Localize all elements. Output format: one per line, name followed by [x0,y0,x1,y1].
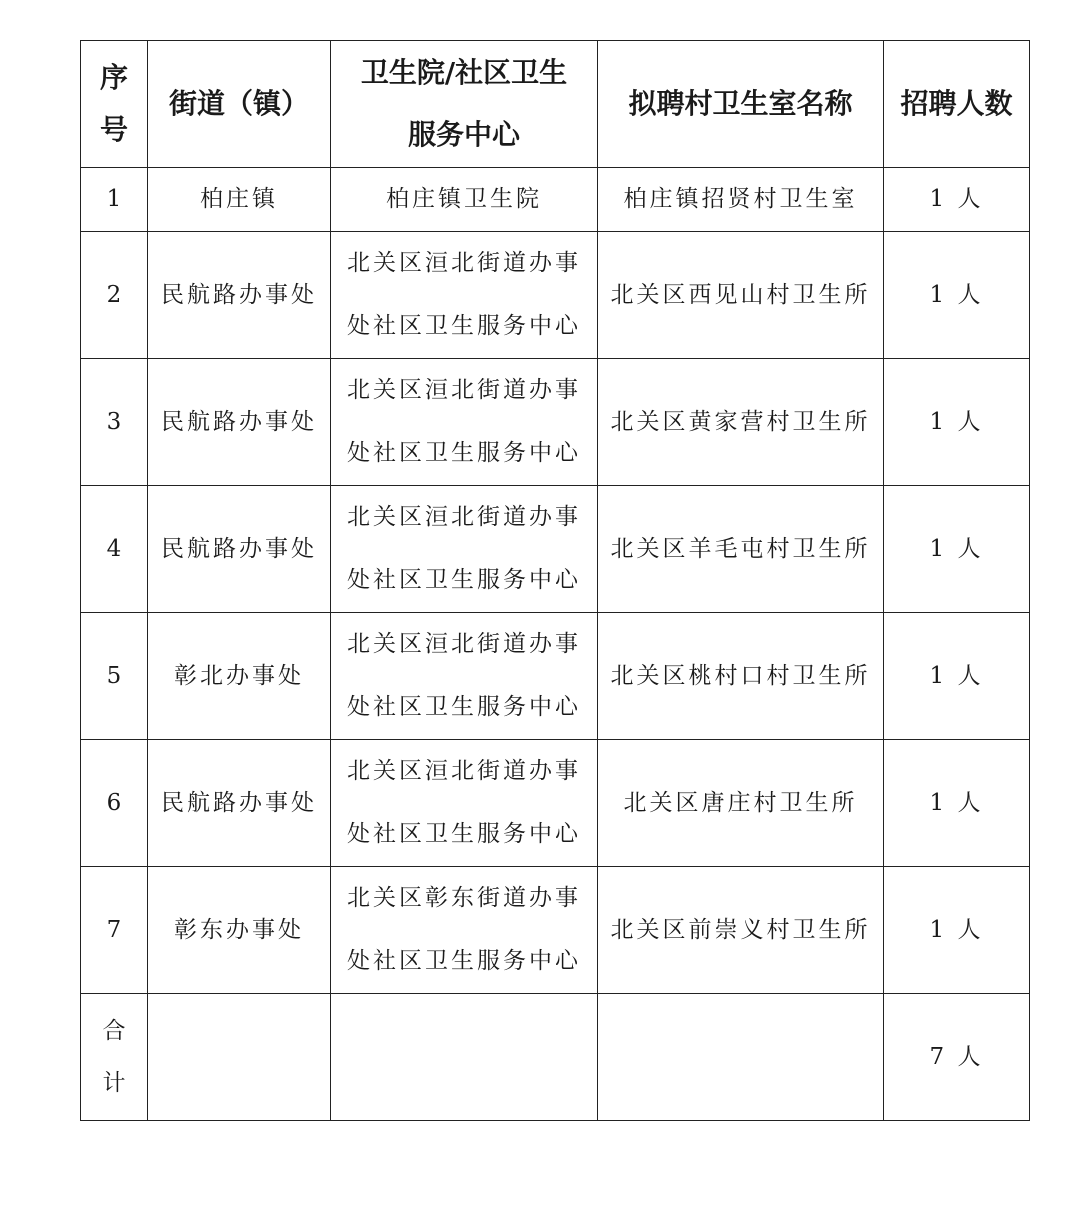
cell-no: 5 [81,613,148,740]
cell-street: 民航路办事处 [148,232,331,359]
cell-street: 民航路办事处 [148,740,331,867]
cell-center-line1: 北关区洹北街道办事 [347,377,581,403]
cell-center-line1: 北关区洹北街道办事 [347,631,581,657]
cell-clinic: 北关区桃村口村卫生所 [598,613,884,740]
cell-no: 3 [81,359,148,486]
cell-center-line2: 处社区卫生服务中心 [347,821,581,847]
header-clinic: 拟聘村卫生室名称 [598,41,884,168]
cell-count: 1 人 [884,232,1030,359]
cell-count: 1 人 [884,613,1030,740]
header-street: 街道（镇） [148,41,331,168]
header-no [81,41,148,168]
header-row [81,41,1030,168]
cell-clinic: 北关区西见山村卫生所 [598,232,884,359]
cell-center-line2: 处社区卫生服务中心 [347,440,581,466]
cell-no: 6 [81,740,148,867]
cell-center-line2: 处社区卫生服务中心 [347,694,581,720]
cell-clinic: 柏庄镇招贤村卫生室 [598,168,884,232]
table-row [81,613,1030,740]
cell-count: 1 人 [884,867,1030,994]
table-row [81,168,1030,232]
cell-street: 柏庄镇 [148,168,331,232]
cell-clinic: 北关区唐庄村卫生所 [598,740,884,867]
cell-clinic: 北关区前崇义村卫生所 [598,867,884,994]
cell-center-line2: 处社区卫生服务中心 [347,313,581,339]
header-center-line1: 卫生院/社区卫生 [360,56,568,89]
total-count: 7 人 [884,994,1030,1121]
cell-street: 彰东办事处 [148,867,331,994]
cell-no: 7 [81,867,148,994]
cell-center-line1: 北关区洹北街道办事 [347,504,581,530]
cell-street: 彰北办事处 [148,613,331,740]
cell-no: 1 [81,168,148,232]
cell-count: 1 人 [884,740,1030,867]
cell-street: 民航路办事处 [148,486,331,613]
total-label-line2: 计 [102,1070,126,1096]
cell-clinic: 北关区羊毛屯村卫生所 [598,486,884,613]
cell-center [331,613,598,740]
header-center [331,41,598,168]
cell-center: 柏庄镇卫生院 [331,168,598,232]
cell-street: 民航路办事处 [148,359,331,486]
cell-center-line1: 北关区洹北街道办事 [347,758,581,784]
cell-center-line1: 北关区洹北街道办事 [347,250,581,276]
total-empty-center [331,994,598,1121]
cell-center-line1: 北关区彰东街道办事 [347,885,581,911]
cell-center [331,486,598,613]
total-label [81,994,148,1121]
header-count: 招聘人数 [884,41,1030,168]
cell-center [331,740,598,867]
cell-count: 1 人 [884,359,1030,486]
header-no-line1: 序 [99,61,128,94]
header-center-line2: 服务中心 [407,118,520,151]
cell-center [331,867,598,994]
cell-center-line2: 处社区卫生服务中心 [347,567,581,593]
cell-center-line2: 处社区卫生服务中心 [347,948,581,974]
table-row [81,359,1030,486]
cell-center [331,359,598,486]
cell-no: 4 [81,486,148,613]
total-label-line1: 合 [102,1018,126,1044]
table-row [81,867,1030,994]
recruitment-table [80,40,1030,1121]
cell-count: 1 人 [884,486,1030,613]
cell-no: 2 [81,232,148,359]
total-empty-street [148,994,331,1121]
cell-clinic: 北关区黄家营村卫生所 [598,359,884,486]
table-row [81,486,1030,613]
cell-center [331,232,598,359]
total-empty-clinic [598,994,884,1121]
table-row [81,232,1030,359]
total-row [81,994,1030,1121]
header-no-line2: 号 [99,113,128,146]
cell-count: 1 人 [884,168,1030,232]
table-row [81,740,1030,867]
